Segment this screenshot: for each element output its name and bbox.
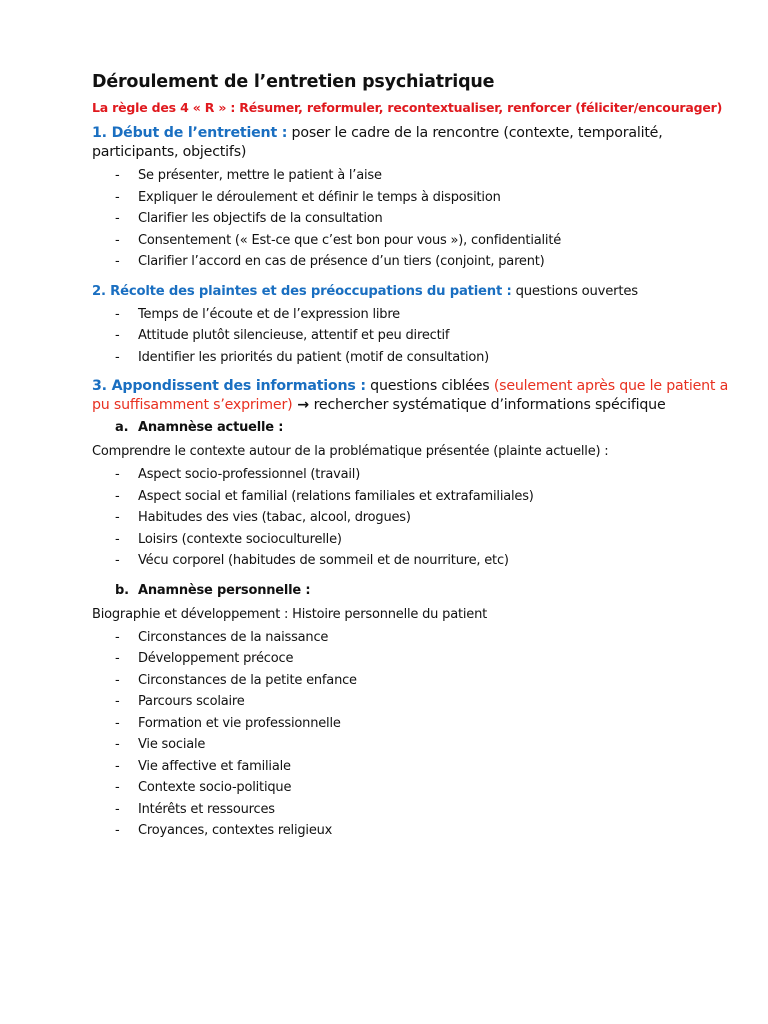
subsection-a-heading <box>92 418 732 437</box>
document-content <box>92 72 732 851</box>
list-item <box>92 820 732 842</box>
list-item-text: Clarifier les objectifs de la consultation <box>138 211 383 226</box>
list-item <box>92 507 732 529</box>
section2-heading <box>92 282 732 301</box>
dash-bullet: - <box>115 467 120 482</box>
list-item-text: Vie sociale <box>138 737 206 752</box>
list-item-text: Temps de l’écoute et de l’expression libre <box>138 306 400 322</box>
subsection-a-list <box>92 464 732 572</box>
subsection-a-letter: a. <box>115 420 129 435</box>
list-item <box>92 529 732 551</box>
subsection-b-list <box>92 627 732 842</box>
dash-bullet: - <box>115 189 120 205</box>
dash-bullet: - <box>115 232 120 248</box>
list-item <box>92 208 732 230</box>
dash-bullet: - <box>115 328 120 343</box>
section1-text: poser le cadre de la rencontre (contexte, temporalité, participants, objectifs) <box>92 125 663 160</box>
dash-bullet: - <box>115 629 120 645</box>
list-item <box>92 756 732 778</box>
list-item-text: Habitudes des vies (tabac, alcool, drogues) <box>138 510 411 525</box>
section3-heading <box>92 377 732 415</box>
list-item <box>92 486 732 508</box>
list-item <box>92 734 732 756</box>
list-item-text: Circonstances de la petite enfance <box>138 672 357 688</box>
list-item-text: Intérêts et ressources <box>138 801 275 817</box>
list-item-text: Circonstances de la naissance <box>138 629 329 645</box>
list-item <box>92 325 732 347</box>
list-item <box>92 627 732 649</box>
section3-text: questions ciblées <box>365 378 494 394</box>
list-item-text: Croyances, contextes religieux <box>138 823 333 838</box>
list-item <box>92 670 732 692</box>
dash-bullet: - <box>115 349 120 365</box>
arrow-right-icon: → <box>292 397 314 413</box>
section2-text: questions ouvertes <box>511 283 638 299</box>
list-item-text: Vie affective et familiale <box>138 758 291 774</box>
list-item <box>92 713 732 735</box>
list-item-text: Développement précoce <box>138 651 294 666</box>
section1-list <box>92 165 732 273</box>
section3-title: 3. Appondissent des informations : <box>92 378 366 394</box>
list-item <box>92 347 732 369</box>
dash-bullet: - <box>115 211 120 226</box>
dash-bullet: - <box>115 758 120 774</box>
list-item <box>92 777 732 799</box>
list-item <box>92 251 732 273</box>
dash-bullet: - <box>115 531 120 547</box>
list-item <box>92 464 732 486</box>
list-item-text: Clarifier l’accord en cas de présence d’un tiers (conjoint, parent) <box>138 254 545 269</box>
list-item <box>92 304 732 326</box>
dash-bullet: - <box>115 306 120 322</box>
list-item-text: Formation et vie professionnelle <box>138 715 341 731</box>
list-item <box>92 165 732 187</box>
subsection-b-letter: b. <box>115 582 129 598</box>
subsection-b-heading <box>92 581 732 600</box>
dash-bullet: - <box>115 168 120 183</box>
section2-title: 2. Récolte des plaintes et des préoccupations du patient : <box>92 283 512 299</box>
list-item-text: Aspect socio-professionnel (travail) <box>138 467 361 482</box>
list-item <box>92 230 732 252</box>
dash-bullet: - <box>115 780 120 795</box>
dash-bullet: - <box>115 715 120 731</box>
dash-bullet: - <box>115 823 120 838</box>
list-item-text: Identifier les priorités du patient (motif de consultation) <box>138 349 490 365</box>
dash-bullet: - <box>115 737 120 752</box>
subsection-b-title: Anamnèse personnelle : <box>138 582 311 598</box>
subsection-b-intro: Biographie et développement : Histoire personnelle du patient <box>92 606 488 622</box>
list-item-text: Vécu corporel (habitudes de sommeil et de nourriture, etc) <box>138 553 509 568</box>
dash-bullet: - <box>115 488 120 504</box>
list-item-text: Attitude plutôt silencieuse, attentif et peu directif <box>138 328 450 343</box>
dash-bullet: - <box>115 694 120 709</box>
section3-red-note: (seulement après que le patient a pu suffisamment s’exprimer) <box>92 378 729 413</box>
list-item-text: Expliquer le déroulement et définir le temps à disposition <box>138 189 501 205</box>
page-title: Déroulement de l’entretien psychiatrique <box>92 72 495 92</box>
dash-bullet: - <box>115 553 120 568</box>
dash-bullet: - <box>115 672 120 688</box>
section3-text-after: rechercher systématique d’informations spécifique <box>313 397 666 413</box>
subsection-a-intro: Comprendre le contexte autour de la problématique présentée (plainte actuelle) : <box>92 444 609 459</box>
list-item-text: Consentement (« Est-ce que c’est bon pour vous »), confidentialité <box>138 232 562 248</box>
dash-bullet: - <box>115 651 120 666</box>
list-item <box>92 648 732 670</box>
list-item <box>92 799 732 821</box>
list-item-text: Parcours scolaire <box>138 694 245 709</box>
dash-bullet: - <box>115 801 120 817</box>
section1-heading <box>92 124 732 162</box>
list-item <box>92 550 732 572</box>
list-item-text: Se présenter, mettre le patient à l’aise <box>138 168 382 183</box>
list-item <box>92 691 732 713</box>
dash-bullet: - <box>115 254 120 269</box>
subsection-a-title: Anamnèse actuelle : <box>138 420 284 435</box>
list-item-text: Loisirs (contexte socioculturelle) <box>138 531 342 547</box>
rule-4r: La règle des 4 « R » : Résumer, reformuler, recontextualiser, renforcer (féliciter/encourager) <box>92 100 723 115</box>
section2-list <box>92 304 732 369</box>
section1-title: 1. Début de l’entretient : <box>92 125 288 141</box>
list-item-text: Aspect social et familial (relations familiales et extrafamiliales) <box>138 488 534 504</box>
list-item-text: Contexte socio-politique <box>138 780 292 795</box>
list-item <box>92 187 732 209</box>
dash-bullet: - <box>115 510 120 525</box>
